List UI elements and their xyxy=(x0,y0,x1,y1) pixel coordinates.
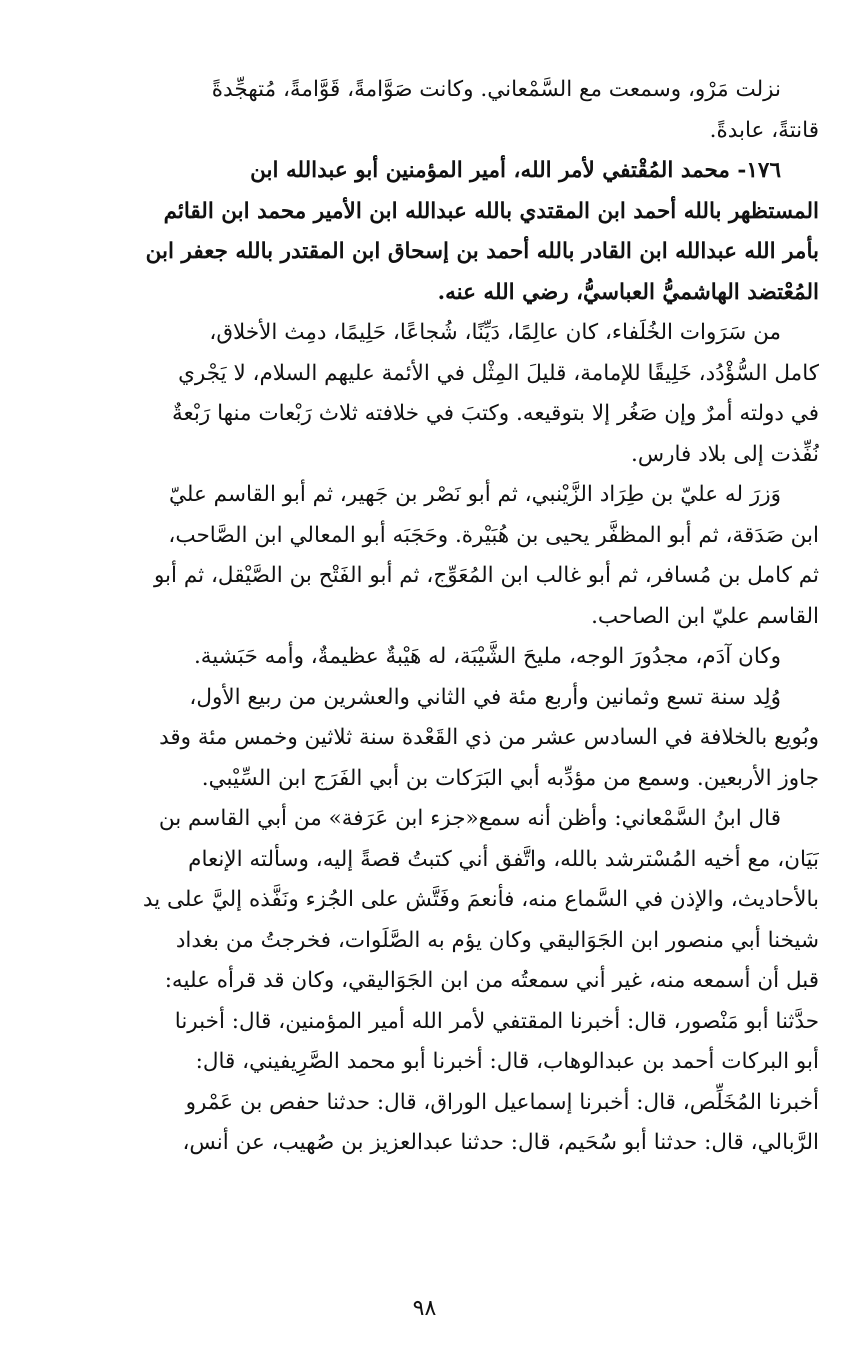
text-line: المستظهر بالله أحمد ابن المقتدي بالله عبدالله ابن الأمير محمد ابن القائم xyxy=(163,198,819,224)
text-line: وَزرَ له عليّ بن طِرَاد الزَّيْنبي، ثم أبو نَصْر بن جَهير، ثم أبو القاسم عليّ xyxy=(168,482,781,507)
page-body-text xyxy=(28,70,819,1164)
text-line: وُلِد سنة تسع وثمانين وأربع مئة في الثاني والعشرين من ربيع الأول، xyxy=(189,684,781,710)
text-line: ثم كامل بن مُسافر، ثم أبو غالب ابن المُعَوِّج، ثم أبو الفَتْح بن الصَّيْقل، ثم أبو xyxy=(153,563,819,588)
text-line: وكان آدَم، مجدُورَ الوجه، مليحَ الشَّيْبَة، له هَيْبةٌ عظيمةٌ، وأمه حَبَشية. xyxy=(193,644,781,669)
text-line: بالأحاديث، والإذن في السَّماع منه، فأنعمَ وفَتَّش على الجُزء ونَفَّذه إليَّ على يد xyxy=(142,887,819,912)
text-line: أخبرنا المُخَلِّص، قال: أخبرنا إسماعيل الوراق، قال: حدثنا حفص بن عَمْرو xyxy=(185,1089,819,1115)
text-line: كامل السُّؤْدُد، خَلِيقًا للإمامة، قليلَ المِثْل في الأئمة عليهم السلام، لا يَجْري xyxy=(178,360,819,386)
text-line: قانتةً، عابدةً. xyxy=(709,117,819,143)
text-line: أبو البركات أحمد بن عبدالوهاب، قال: أخبرنا أبو محمد الصَّرِيفيني، قال: xyxy=(195,1049,819,1074)
text-line: ١٧٦- محمد المُقْتفي لأمر الله، أمير المؤمنين أبو عبدالله ابن xyxy=(250,158,781,183)
paragraph xyxy=(28,475,819,637)
paragraph xyxy=(28,637,819,678)
paragraph xyxy=(28,313,819,475)
text-line: بأمر الله عبدالله ابن القادر بالله أحمد بن إسحاق ابن المقتدر بالله جعفر ابن xyxy=(145,239,819,264)
text-line: في دولته أمرٌ وإن صَغُر إلا بتوقيعه. وكتبَ في خلافته ثلاث رَبْعات منها رَبْعةٌ xyxy=(171,401,819,426)
text-line: من سَرَوات الخُلَفاء، كان عالِمًا، دَيِّنًا، شُجاعًا، حَلِيمًا، دمِث الأخلاق، xyxy=(209,320,781,345)
text-line: حدَّثنا أبو مَنْصور، قال: أخبرنا المقتفي لأمر الله أمير المؤمنين، قال: أخبرنا xyxy=(174,1008,819,1034)
paragraph xyxy=(28,799,819,1164)
text-line: جاوز الأربعين. وسمع من مؤدِّبه أبي البَرَكات بن أبي الفَرَج ابن السِّيْبي. xyxy=(201,765,819,791)
text-line: نزلت مَرْو، وسمعت مع السَّمْعاني. وكانت صَوَّامةً، قَوَّامةً، مُتهجِّدةً xyxy=(211,77,781,102)
text-line: بَيَان، مع أخيه المُسْترشد بالله، واتَّفق أني كتبتُ قصةً إليه، وسألته الإنعام xyxy=(188,846,819,872)
paragraph xyxy=(28,70,819,151)
paragraph xyxy=(28,678,819,800)
text-line: الرَّبالي، قال: حدثنا أبو سُحَيم، قال: حدثنا عبدالعزيز بن صُهيب، عن أنس، xyxy=(182,1130,819,1155)
text-line: نُفِّذت إلى بلاد فارس. xyxy=(630,441,819,467)
text-line: قبل أن أسمعه منه، غير أني سمعتُه من ابن الجَوَاليقي، وكان قد قرأه عليه: xyxy=(164,968,819,993)
text-line: القاسم عليّ ابن الصاحب. xyxy=(591,603,819,629)
text-line: شيخنا أبي منصور ابن الجَوَاليقي وكان يؤم به الصَّلَوات، فخرجتُ من بغداد xyxy=(175,927,819,953)
paragraph xyxy=(28,151,819,313)
text-line: قال ابنُ السَّمْعاني: وأظن أنه سمع«جزء ابن عَرَفة» من أبي القاسم بن xyxy=(158,806,781,831)
text-line: وبُويع بالخلافة في السادس عشر من ذي القَعْدة سنة ثلاثين وخمس مئة وقد xyxy=(159,725,819,750)
text-line: ابن صَدَقة، ثم أبو المظفَّر يحيى بن هُبَيْرة. وحَجَبَه أبو المعالي ابن الصَّاحب، xyxy=(168,522,819,548)
page-number: ٩٨ xyxy=(412,1296,437,1321)
text-line: المُعْتضد الهاشميُّ العباسيُّ، رضي الله عنه. xyxy=(437,279,819,305)
